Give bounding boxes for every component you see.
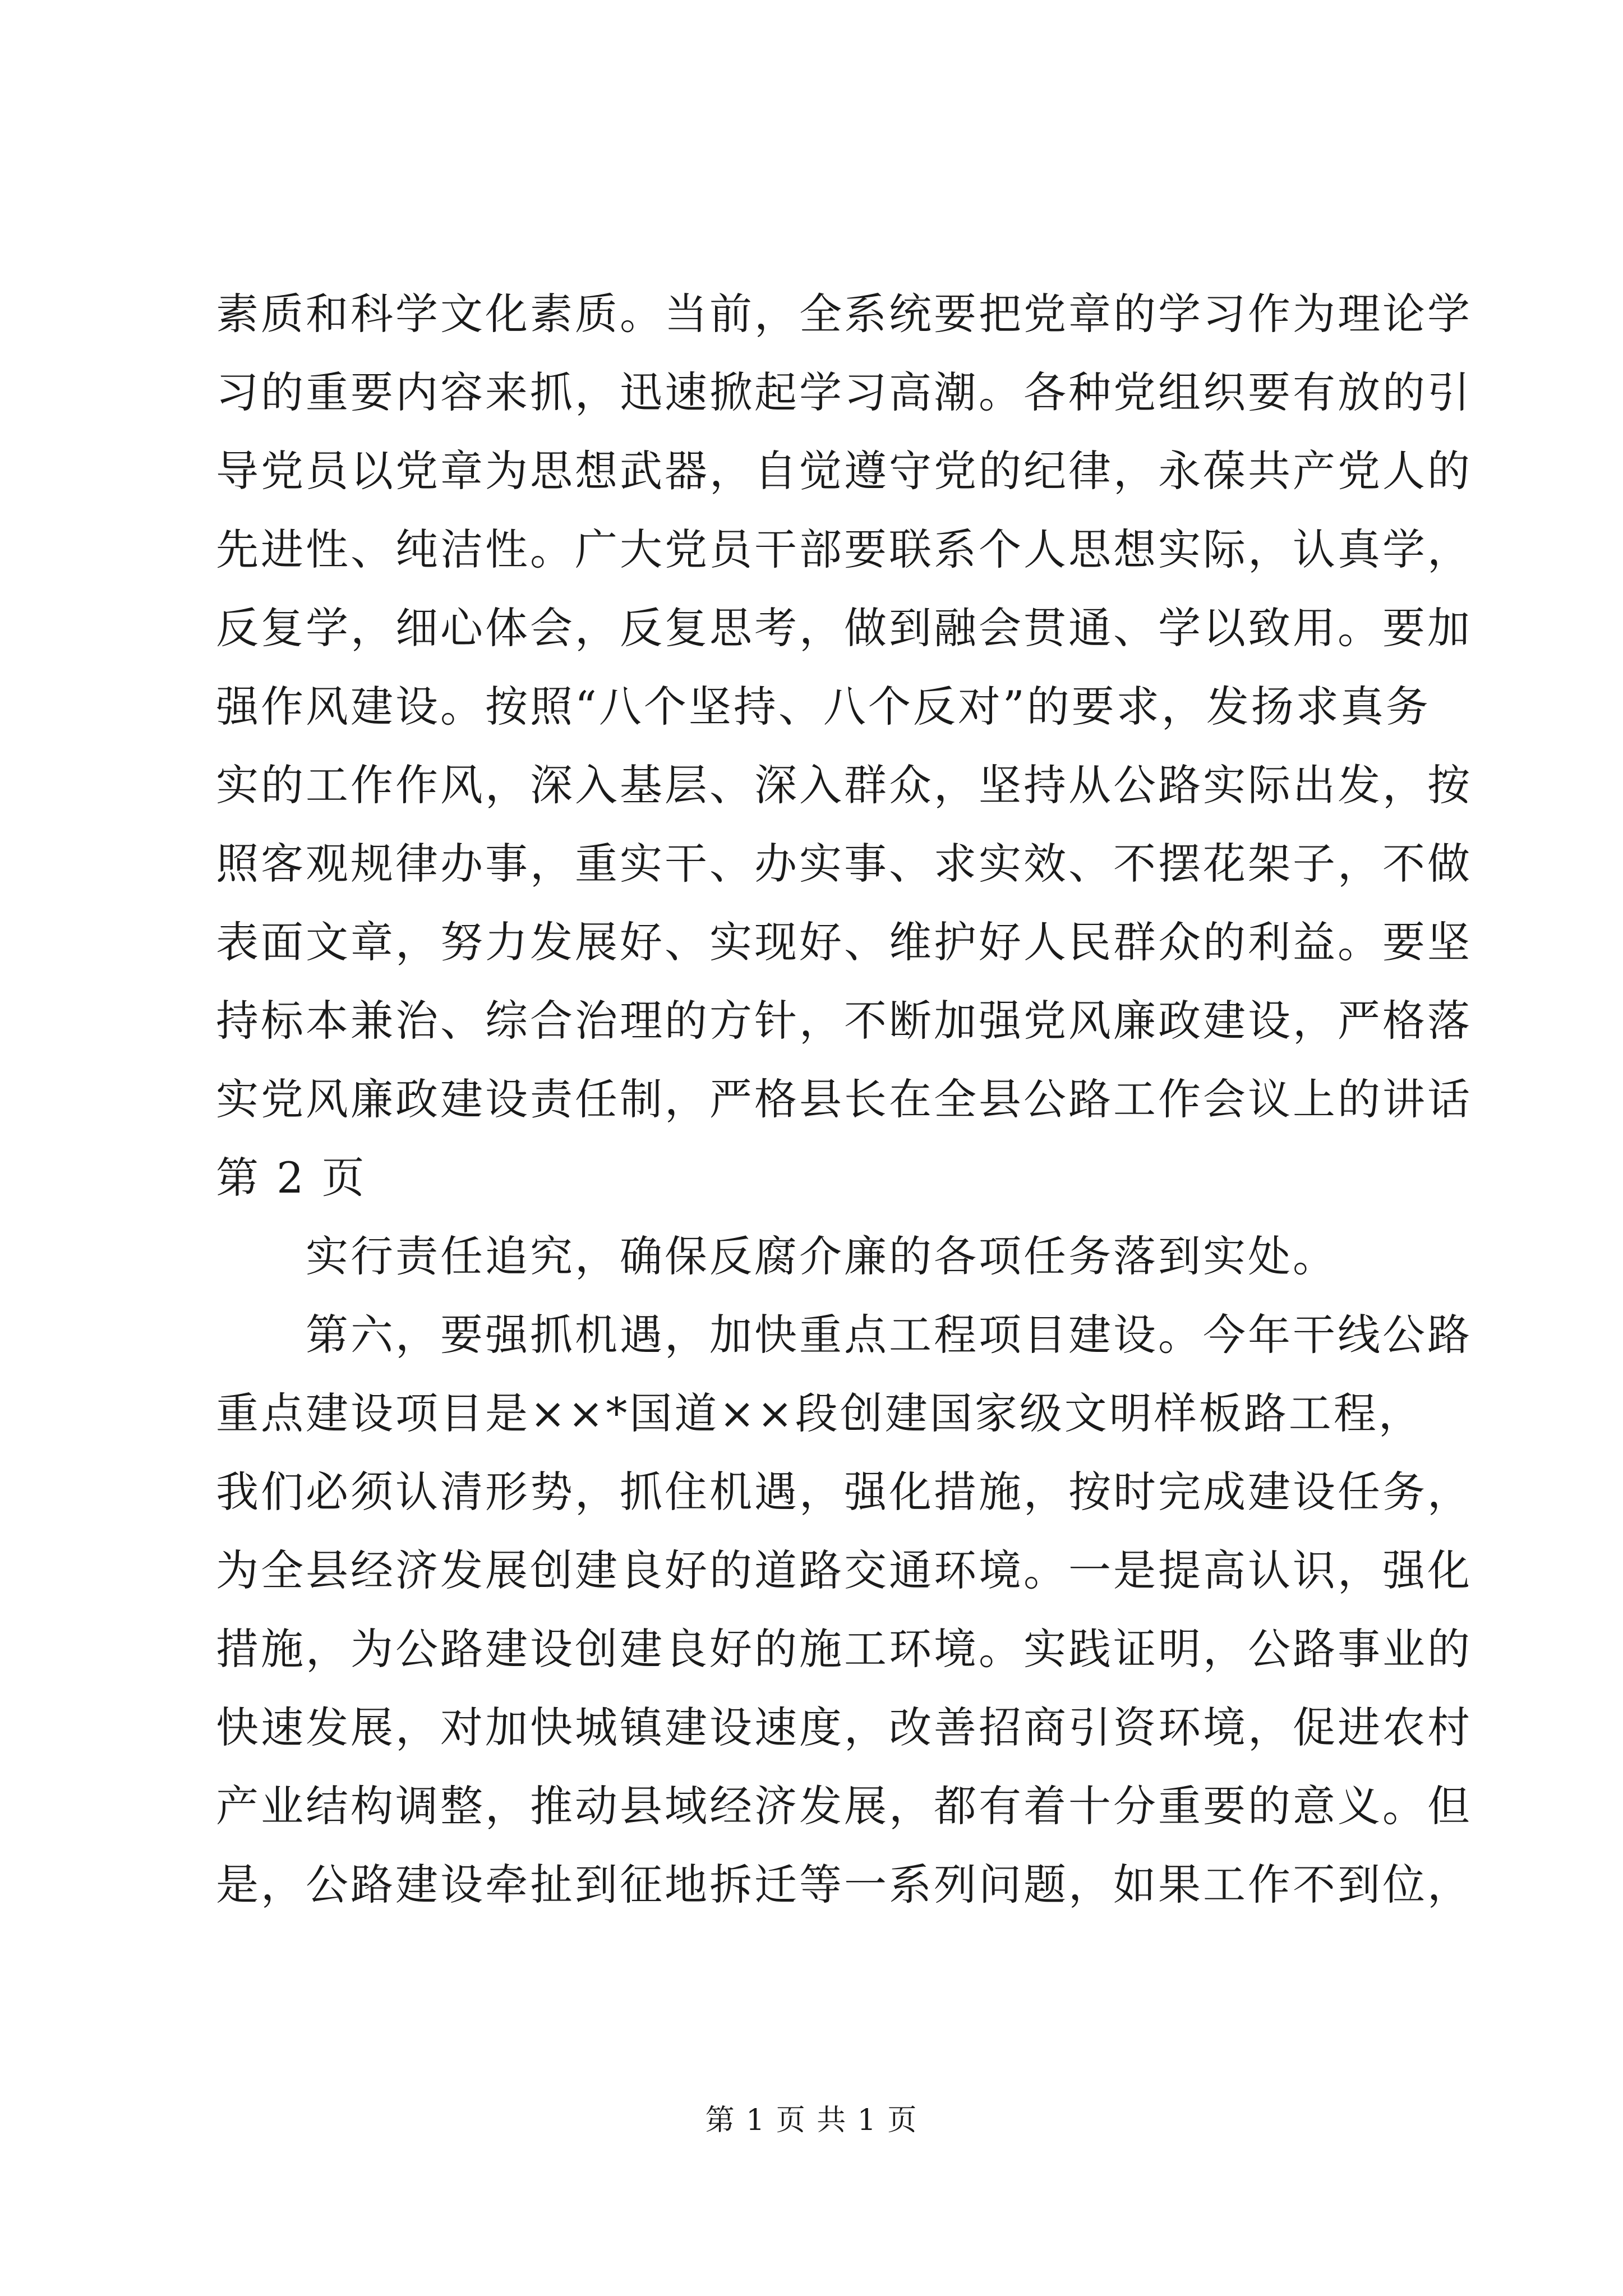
text-line: 快速发展，对加快城镇建设速度，改善招商引资环境，促进农村 [216,1703,1472,1752]
text-line: 为全县经济发展创建良好的道路交通环境。一是提高认识，强化 [216,1545,1472,1595]
text-line: 是，公路建设牵扯到征地拆迁等一系列问题，如果工作不到位， [216,1860,1472,1910]
text-line: 实党风廉政建设责任制，严格县长在全县公路工作会议上的讲话 [216,1074,1472,1124]
text-line: 重点建设项目是××*国道××段创建国家级文明样板路工程， [216,1388,1423,1438]
paragraph-start: 第六，要强抓机遇，加快重点工程项目建设。今年干线公路 [306,1310,1472,1360]
page-footer: 第 1 页 共 1 页 [705,2104,918,2137]
text-line: 我们必须认清形势，抓住机遇，强化措施，按时完成建设任务， [216,1467,1472,1517]
page-marker: 第 2 页 [216,1153,367,1203]
text-line: 措施，为公路建设创建良好的施工环境。实践证明，公路事业的 [216,1624,1472,1674]
text-line: 习的重要内容来抓，迅速掀起学习高潮。各种党组织要有放的引 [216,367,1472,417]
text-line: 强作风建设。按照“八个坚持、八个反对”的要求，发扬求真务 [216,682,1431,731]
text-line: 实的工作作风，深入基层、深入群众，坚持从公路实际出发，按 [216,760,1472,810]
text-line: 导党员以党章为思想武器，自觉遵守党的纪律，永葆共产党人的 [216,446,1472,496]
text-line: 先进性、纯洁性。广大党员干部要联系个人思想实际，认真学， [216,524,1472,574]
text-line: 实行责任追究，确保反腐介廉的各项任务落到实处。 [306,1231,1338,1281]
text-line: 持标本兼治、综合治理的方针，不断加强党风廉政建设，严格落 [216,996,1472,1046]
text-line: 表面文章，努力发展好、实现好、维护好人民群众的利益。要坚 [216,917,1472,967]
text-line: 照客观规律办事，重实干、办实事、求实效、不摆花架子，不做 [216,839,1472,889]
text-line: 反复学，细心体会，反复思考，做到融会贯通、学以致用。要加 [216,603,1472,653]
text-line: 素质和科学文化素质。当前，全系统要把党章的学习作为理论学 [216,289,1472,339]
text-line: 产业结构调整，推动县域经济发展，都有着十分重要的意义。但 [216,1781,1472,1831]
